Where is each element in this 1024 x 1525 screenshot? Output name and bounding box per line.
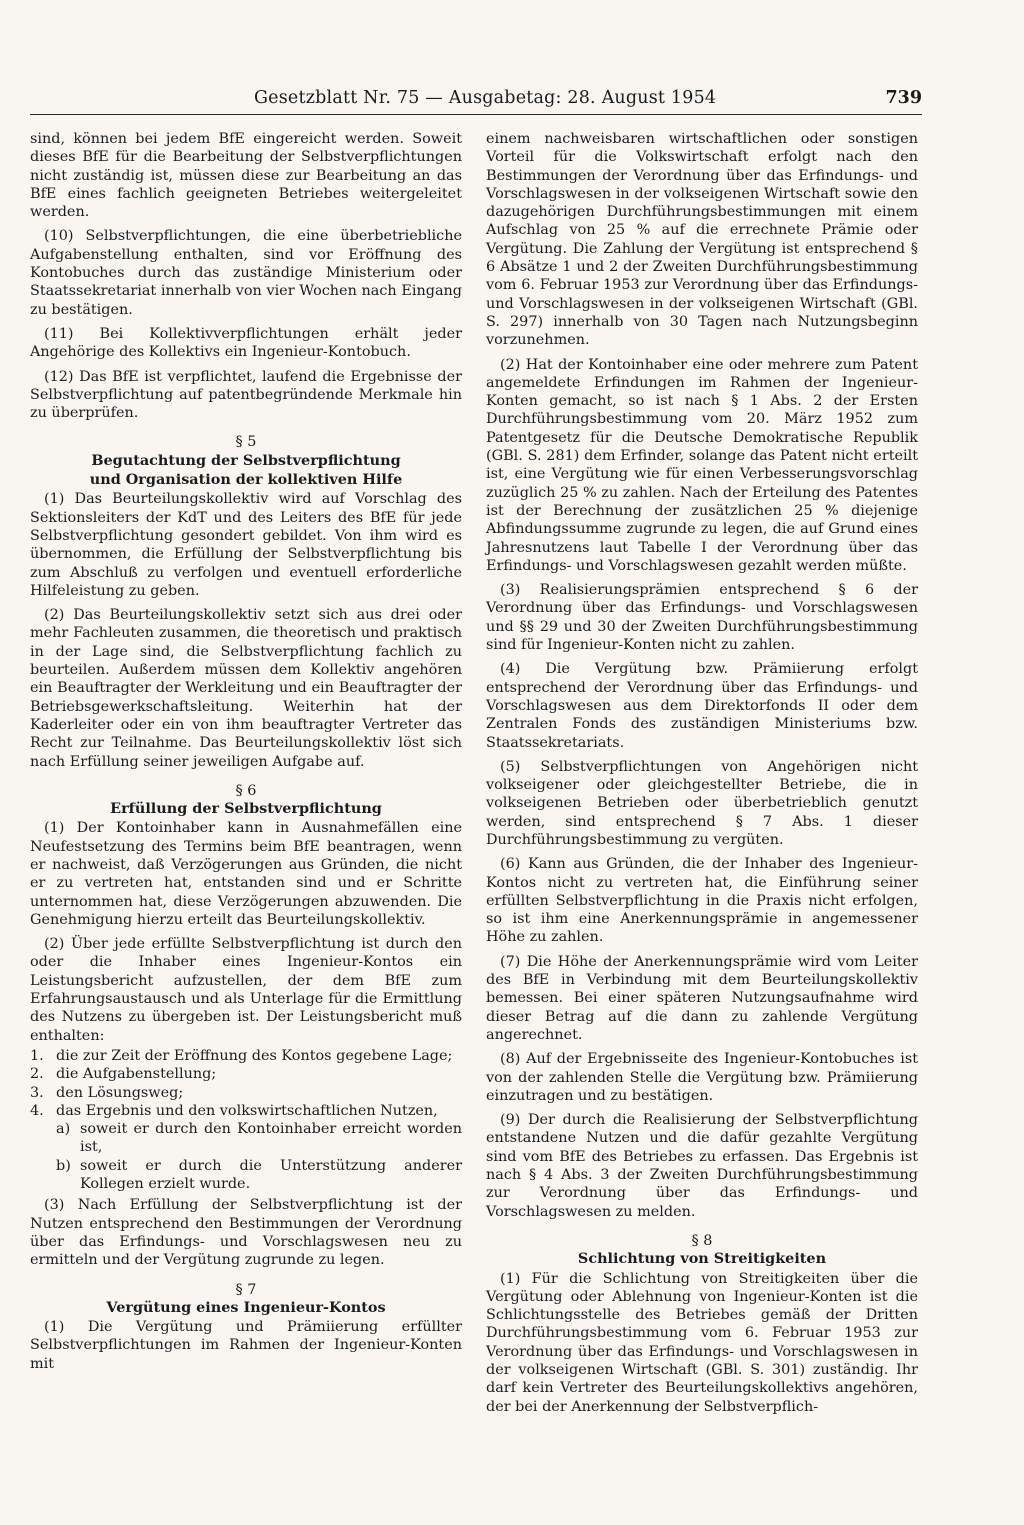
- left-column: [30, 130, 462, 1379]
- list-item-text: den Lösungsweg;: [56, 1084, 184, 1101]
- section-8-paragraph-1: (1) Für die Schlichtung von Streitigkeiten über die Vergütung oder Ablehnung von Ingenieur-Konten ist die Schlichtungsstelle des Betriebes gemäß der Dritten Durchführungsbestimmung vom 6. Februar 1953 zur Verordnung über das Erfindungs- und Vorschlagswesen in der volkseigenen Wirtschaft (GBl. S. 301) zuständig. Ihr darf kein Vertreter des Beurteilungskollektivs angehören, der bei der Anerkennung der Selbstverpflich-: [486, 1270, 918, 1415]
- section-7-title: Vergütung eines Ingenieur-Kontos: [106, 1298, 386, 1316]
- sub-list-item: [56, 1157, 462, 1194]
- list-item-number: 4.: [30, 1102, 44, 1119]
- paragraph-continued: sind, können bei jedem BfE eingereicht werden. Soweit dieses BfE für die Bearbeitung der Selbstverpflichtungen nicht zuständig ist, müssen diese zur Bearbeitung an das BfE eines fachlich geeigneten Betriebes weitergeleitet werden.: [30, 131, 462, 221]
- section-6-paragraph-1: (1) Der Kontoinhaber kann in Ausnahmefällen eine Neufestsetzung des Termins beim BfE beantragen, wenn er nachweist, daß Verzögerungen aus Gründen, die nicht er zu vertreten hat, entstanden sind und er Schritte unternommen hat, diese Verzögerungen abzuwenden. Die Genehmigung hierzu erteilt das Beurteilungskollektiv.: [30, 820, 462, 928]
- report-contents-list: [30, 1047, 462, 1193]
- sub-list-item-letter: b): [56, 1157, 71, 1174]
- section-7-paragraph-6: (6) Kann aus Gründen, die der Inhaber des Ingenieur-Kontos nicht zu vertreten hat, die Einführung seiner erfüllten Selbstverpflichtung in die Praxis nicht erfolgen, so ist ihm eine Anerkennungsprämie in angemessener Höhe zu zahlen.: [486, 856, 918, 946]
- section-7-paragraph-2: (2) Hat der Kontoinhaber eine oder mehrere zum Patent angemeldete Erfindungen im Rahmen der Ingenieur-Konten gemacht, so ist nach § 1 Abs. 2 der Ersten Durchführungsbestimmung vom 20. März 1952 zum Patentgesetz für die Deutsche Demokratische Republik (GBl. S. 281) dem Erfinder, solange das Patent nicht erteilt ist, eine Vergütung wie für einen Verbesserungsvorschlag zuzüglich 25 % zu zahlen. Nach der Erteilung des Patentes ist der Berechnung der zusätzlichen 25 % diejenige Abfindungssumme zugrunde zu legen, die auf Grund eines Jahresnutzens laut Tabelle I der Verordnung über das Erfindungs- und Vorschlagswesen gezahlt werden müßte.: [486, 356, 918, 574]
- section-7-label: § 7: [235, 1281, 257, 1298]
- sub-list-item-text: soweit er durch die Unterstützung anderer Kollegen erzielt wurde.: [80, 1157, 462, 1193]
- list-item-text: die Aufgabenstellung;: [56, 1066, 217, 1083]
- section-7-paragraph-5: (5) Selbstverpflichtungen von Angehörigen nicht volkseigener oder gleichgestellter Betriebe, die in volkseigenen Betrieben oder überbetrieblich genutzt werden, sind entsprechend § 7 Abs. 1 dieser Durchführungsbestimmung zu vergüten.: [486, 758, 918, 848]
- list-item: [30, 1065, 462, 1083]
- section-6-paragraph-3: (3) Nach Erfüllung der Selbstverpflichtung ist der Nutzen entsprechend den Bestimmungen der Verordnung über das Erfindungs- und Vorschlagswesen neu zu ermitteln und der Vergütung zugrunde zu legen.: [30, 1197, 462, 1269]
- page-header: [30, 86, 922, 115]
- section-8-title: Schlichtung von Streitigkeiten: [577, 1250, 827, 1268]
- right-column: [486, 130, 918, 1422]
- sub-list-item: [56, 1120, 462, 1157]
- section-7-paragraph-9: (9) Der durch die Realisierung der Selbstverpflichtung entstandene Nutzen und die dafür gezahlte Vergütung sind vom BfE des Betriebes zu erfassen. Das Ergebnis ist nach § 4 Abs. 3 der Zweiten Durchführungsbestimmung zur Verordnung über das Erfindungs- und Vorschlagswesen zu melden.: [486, 1112, 918, 1220]
- paragraph-11: (11) Bei Kollektivverpflichtungen erhält jeder Angehörige des Kollektivs ein Ingenieur-Kontobuch.: [30, 325, 462, 361]
- section-6-label: § 6: [235, 782, 257, 799]
- list-item: [30, 1102, 462, 1120]
- list-item-number: 1.: [30, 1047, 44, 1064]
- section-6-title: Erfüllung der Selbstverpflichtung: [110, 800, 382, 818]
- section-5-title-line-1: Begutachtung der Selbstverpflichtung: [91, 451, 401, 469]
- header-title: Gesetzblatt Nr. 75 — Ausgabetag: 28. August 1954: [254, 88, 717, 108]
- page-number: 739: [885, 88, 922, 108]
- list-item-number: 3.: [30, 1084, 44, 1101]
- list-item: [30, 1084, 462, 1102]
- paragraph-12: (12) Das BfE ist verpflichtet, laufend die Ergebnisse der Selbstverpflichtung auf patentbegründende Merkmale hin zu überprüfen.: [30, 368, 462, 422]
- section-7-paragraph-1-continued: einem nachweisbaren wirtschaftlichen oder sonstigen Vorteil für die Volkswirtschaft erfolgt nach den Bestimmungen der Verordnung über das Erfindungs- und Vorschlagswesen in der volkseigenen Wirtschaft sowie den dazugehörigen Durchführungsbestimmungen mit einem Aufschlag von 25 % auf die errechnete Prämie oder Vergütung. Die Zahlung der Vergütung ist entsprechend § 6 Absätze 1 und 2 der Zweiten Durchführungsbestimmung vom 6. Februar 1953 zur Verordnung über das Erfindungs- und Vorschlagswesen in der volkseigenen Wirtschaft (GBl. S. 297) innerhalb von 30 Tagen nach Nutzungsbeginn vorzunehmen.: [486, 131, 918, 349]
- sub-list-item-text: soweit er durch den Kontoinhaber erreicht worden ist,: [80, 1121, 462, 1156]
- section-5-paragraph-1: (1) Das Beurteilungskollektiv wird auf Vorschlag des Sektionsleiters der KdT und des Leiters des BfE für jede Selbstverpflichtung gesondert gebildet. Von ihm wird es übernommen, die Erfüllung der Selbstverpflichtung bis zum Abschluß zu verfolgen und eventuell erforderliche Hilfeleistung zu geben.: [30, 491, 462, 599]
- section-7-paragraph-8: (8) Auf der Ergebnisseite des Ingenieur-Kontobuches ist von der zahlenden Stelle die Vergütung bzw. Prämiierung einzutragen und zu bestätigen.: [486, 1051, 918, 1104]
- section-6-paragraph-2: (2) Über jede erfüllte Selbstverpflichtung ist durch den oder die Inhaber eines Ingenieur-Kontos ein Leistungsbericht aufzustellen, der dem BfE zum Erfahrungsaustausch und als Unterlage für die Ermittlung des Nutzens zu übergeben ist. Der Leistungsbericht muß enthalten:: [30, 936, 462, 1044]
- section-7-paragraph-1: (1) Die Vergütung und Prämiierung erfüllter Selbstverpflichtungen im Rahmen der Ingenieur-Konten mit: [30, 1319, 462, 1372]
- sub-list-item-letter: a): [56, 1121, 71, 1138]
- list-item: [30, 1047, 462, 1065]
- section-5-title-line-2: und Organisation der kollektiven Hilfe: [89, 471, 403, 489]
- section-8-label: § 8: [691, 1232, 713, 1249]
- paragraph-10: (10) Selbstverpflichtungen, die eine überbetriebliche Aufgabenstellung enthalten, sind vor Eröffnung des Kontobuches durch das zuständige Ministerium oder Staatssekretariat innerhalb von vier Wochen nach Eingang zu bestätigen.: [30, 228, 462, 318]
- list-item-text: das Ergebnis und den volkswirtschaftlichen Nutzen,: [56, 1102, 438, 1119]
- section-7-paragraph-7: (7) Die Höhe der Anerkennungsprämie wird vom Leiter des BfE in Verbindung mit dem Beurteilungskollektiv bemessen. Bei einer späteren Nutzungsaufnahme wird dieser Betrag auf die dann zu zahlende Vergütung angerechnet.: [486, 953, 918, 1043]
- list-item-number: 2.: [30, 1066, 44, 1083]
- section-7-paragraph-3: (3) Realisierungsprämien entsprechend § 6 der Verordnung über das Erfindungs- und Vorschlagswesen und §§ 29 und 30 der Zweiten Durchführungsbestimmung sind für Ingenieur-Konten nicht zu zahlen.: [486, 582, 918, 654]
- section-7-paragraph-4: (4) Die Vergütung bzw. Prämiierung erfolgt entsprechend der Verordnung über das Erfindungs- und Vorschlagswesen aus dem Direktorfonds II oder dem Zentralen Fonds des zuständigen Ministeriums bzw. Staatssekretariats.: [486, 661, 918, 751]
- section-5-paragraph-2: (2) Das Beurteilungskollektiv setzt sich aus drei oder mehr Fachleuten zusammen, die theoretisch und praktisch in der Lage sind, die Selbstverpflichtung fachlich zu beurteilen. Außerdem müssen dem Kollektiv angehören ein Beauftragter der Werkleitung und ein Beauftragter der Betriebsgewerkschaftsleitung. Weiterhin hat der Kaderleiter oder ein von ihm beauftragter Vertreter das Recht zur Teilnahme. Das Beurteilungskollektiv löst sich nach Erfüllung seiner jeweiligen Aufgabe auf.: [30, 607, 462, 770]
- list-item-text: die zur Zeit der Eröffnung des Kontos gegebene Lage;: [56, 1047, 453, 1064]
- section-5-label: § 5: [235, 434, 257, 451]
